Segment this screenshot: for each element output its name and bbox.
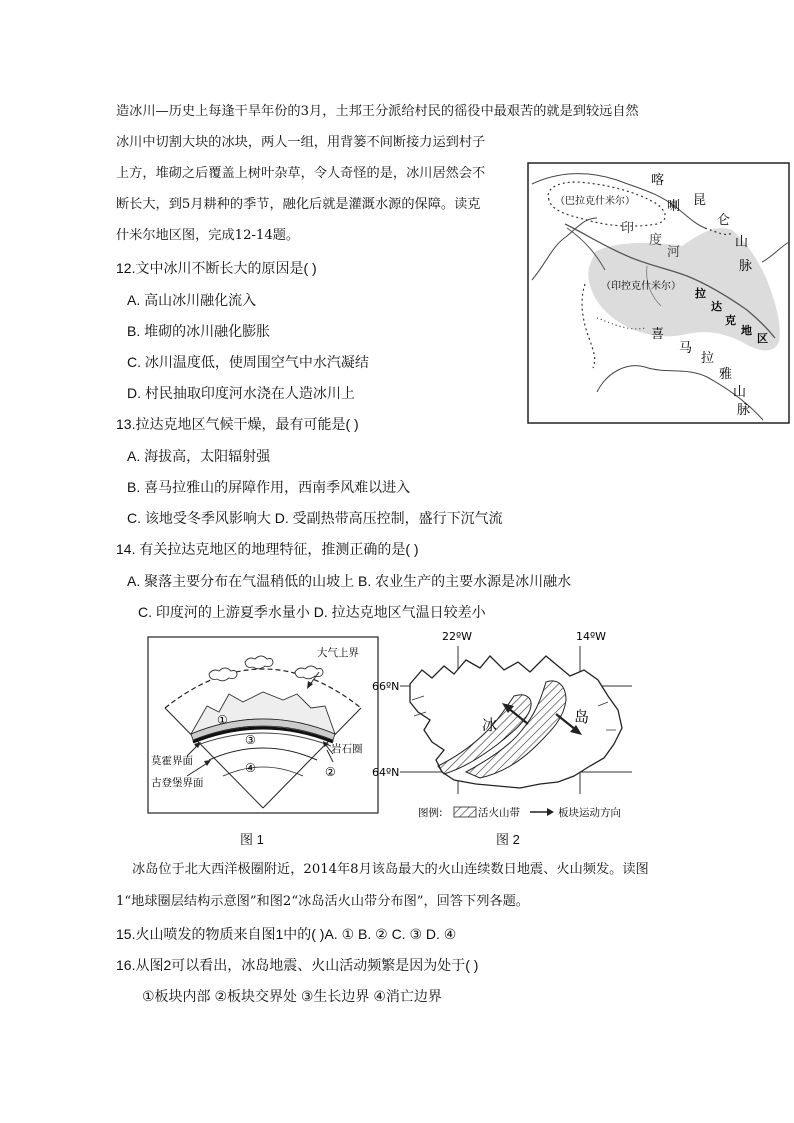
himalaya-char-2: 马 (679, 341, 693, 356)
q13-option-b: B. 喜马拉雅山的屏障作用，西南季风难以进入 (127, 479, 411, 495)
pakistan-kashmir-label: （巴拉克什米尔） (555, 196, 635, 207)
q16-stem: 16.从图2可以看出，冰岛地震、火山活动频繁是因为处于( ) (116, 957, 479, 973)
intro-line-4: 断长大，到5月耕种的季节，融化后就是灌溉水源的保障。读克 (116, 197, 481, 212)
atmosphere-top-label: 大气上界 (317, 647, 359, 659)
india-kashmir-label: （印控克什米尔） (601, 281, 681, 292)
iceland-line-1: 冰岛位于北大西洋极圈附近，2014年8月该岛最大的火山连续数日地震、火山频发。读图 (132, 862, 649, 877)
karakoram-char-2: 喇 (667, 199, 681, 214)
karakoram-char-4: 仑 (717, 213, 731, 228)
himalaya-char-5: 山 (733, 385, 747, 400)
himalaya-char-6: 脉 (737, 403, 751, 418)
ladakh-char-2: 达 (711, 300, 722, 313)
karakoram-char-1: 喀 (651, 173, 665, 188)
kashmir-map (527, 162, 790, 424)
indus-char-2: 度 (649, 233, 663, 248)
q12-option-b: B. 堆砌的冰川融化膨胀 (127, 323, 271, 339)
ladakh-char-4: 地 (741, 324, 752, 337)
q12-stem: 12.文中冰川不断长大的原因是( ) (116, 260, 317, 276)
q15-stem: 15.火山喷发的物质来自图1中的( )A. ① B. ② C. ③ D. ④ (116, 926, 457, 942)
lat-66n-label: 66ºN (372, 680, 400, 693)
gutenberg-label: 古登堡界面 (151, 777, 204, 789)
ladakh-char-3: 克 (725, 314, 736, 327)
intro-line-2: 冰川中切割大块的冰块，两人一组，用背篓不间断接力运到村子 (116, 135, 486, 150)
ladakh-char-5: 区 (757, 332, 768, 345)
himalaya-char-4: 雅 (719, 367, 733, 382)
legend-volcano-label: 活火山带 (478, 807, 520, 819)
q12-option-c: C. 冰川温度低，使周围空气中水汽凝结 (127, 354, 369, 370)
iceland-line-2: 1“地球圈层结构示意图”和图2“冰岛活火山带分布图”，回答下列各题。 (116, 894, 529, 909)
moho-label: 莫霍界面 (151, 755, 193, 767)
intro-line-3: 上方，堆砌之后覆盖上树叶杂草，令人奇怪的是，冰川居然会不 (116, 166, 486, 181)
q13-option-a: A. 海拔高，太阳辐射强 (127, 448, 271, 464)
legend-arrow-icon (547, 808, 554, 816)
figure-2-iceland-map (370, 626, 648, 822)
lat-64n-label: 64ºN (372, 766, 400, 779)
layer-1-label: ① (217, 713, 228, 727)
indus-char-1: 印 (621, 221, 635, 236)
q14-options-ab: A. 聚落主要分布在气温稍低的山坡上 B. 农业生产的主要水源是冰川融水 (127, 573, 572, 589)
intro-line-1: 造冰川—历史上每逢干旱年份的3月，土邦王分派给村民的徭役中最艰苦的就是到较远自然 (116, 104, 639, 119)
karakoram-char-5: 山 (735, 235, 749, 250)
intro-line-5: 什米尔地区图，完成12-14题。 (116, 228, 300, 243)
island-label: 岛 (574, 708, 590, 726)
figure-1-caption: 图 1 (240, 832, 264, 847)
lon-22w-label: 22ºW (442, 630, 473, 643)
figure-2-caption: 图 2 (496, 832, 520, 847)
q12-option-a: A. 高山冰川融化流入 (127, 292, 257, 308)
lon-14w-label: 14ºW (576, 630, 607, 643)
indus-char-3: 河 (667, 245, 681, 260)
q16-options: ①板块内部 ②板块交界处 ③生长边界 ④消亡边界 (142, 988, 442, 1004)
ladakh-char-1: 拉 (695, 287, 706, 300)
layer-2-label: ② (325, 765, 336, 779)
legend-prefix: 图例: (418, 807, 443, 819)
himalaya-char-1: 喜 (651, 327, 665, 342)
q14-stem: 14. 有关拉达克地区的地理特征，推测正确的是( ) (116, 541, 419, 557)
karakoram-char-6: 脉 (739, 259, 753, 274)
karakoram-char-3: 昆 (693, 193, 707, 208)
himalaya-char-3: 拉 (701, 351, 715, 366)
legend-arrow-label: 板块运动方向 (558, 807, 621, 819)
layer-4-label: ④ (245, 761, 256, 775)
lithosphere-label: 岩石圈 (331, 743, 363, 755)
ice-label: 冰 (482, 716, 498, 734)
q13-options-cd: C. 该地受冬季风影响大 D. 受副热带高压控制，盛行下沉气流 (127, 510, 503, 526)
legend-volcano-swatch (454, 807, 476, 817)
q13-stem: 13.拉达克地区气候干燥，最有可能是( ) (116, 416, 359, 432)
layer-3-label: ③ (245, 733, 256, 747)
figure-1-earth-layers (147, 636, 379, 814)
q14-options-cd: C. 印度河的上游夏季水量小 D. 拉达克地区气温日较差小 (138, 604, 486, 620)
q12-option-d: D. 村民抽取印度河水浇在人造冰川上 (127, 385, 355, 401)
